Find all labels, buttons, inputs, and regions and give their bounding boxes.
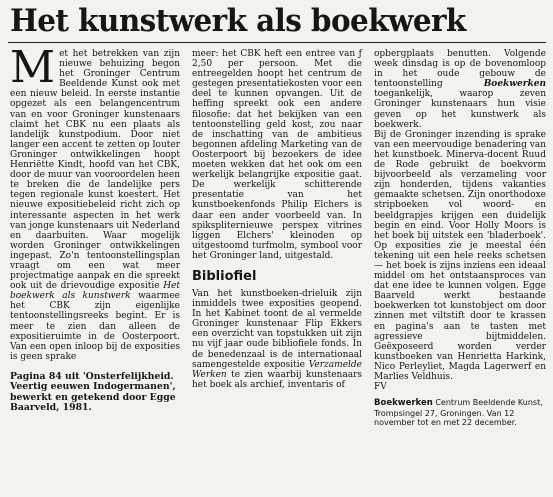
paragraph (374, 130, 546, 382)
drop-cap: M (10, 42, 56, 93)
body-text: Van het kunstboeken-drieluik zijn inmiddels twee exposities geopend. In het Kabinet toont de al vermelde Groninger kunstenaar Flip Ekkers een overzicht van topstukken uit zijn nu vijf jaar oude bibliofiele fonds. In de benedenzaal is de internationaal samengestelde expositie (192, 288, 362, 370)
paragraph (374, 49, 546, 130)
body-text: waarmee het CBK zijn eigenlijke tentoonstellingsreeks begint. Er is meer te zien dan alleen de expositieruimte in de Oosterpoort. Van een open inloop bij de exposities is geen sprake (10, 291, 180, 362)
exhibition-info (374, 398, 546, 428)
column-2 (192, 49, 362, 390)
exhibition-title: Het boekwerk als kunstwerk (10, 281, 180, 302)
body-text: et het betrekken van zijn nieuwe behuizing begon het Groninger Centrum Beeldende Kunst ook met een nieuw beleid. In eerste instantie opgezet als een belangencentrum van en voor Groninger kunstenaars claimt het CBK nu een plaats als landelijk kunstpodium. Door niet langer een accent te zetten op louter Groninger ontwikkelingen hoopt Henriëtte Kindt, hoofd van het CBK, door de muur van vooroordelen heen te breken die de landelijke pers tegen regionale kunst koestert. Het nieuwe expositiebeleid richt zich op interessante aspecten in het werk van jonge kunstenaars uit Nederland en daarbuiten. Waar mogelijk worden Groninger ontwikkelingen ingepast. Zo'n tentoonstellingsplan vraagt om een wat meer projectmatige aanpak en die spreekt ook uit de drievoudige expositie (10, 49, 180, 292)
exhibition-details: Centrum Beeldende Kunst, Trompsingel 27, Groningen. Van 12 november tot en met 22 december. (374, 398, 543, 428)
headline: Het kunstwerk als boekwerk (10, 3, 466, 39)
image-caption: Pagina 84 uit 'Onsterfelijkheid. Veertig eeuwen Indogermanen', bewerkt en getekend door Egge Baarveld, 1981. (10, 370, 176, 414)
paragraph (192, 289, 362, 390)
exhibition-name: Boekwerken (374, 398, 433, 409)
column-3 (374, 49, 546, 428)
body-text: opbergplaats benutten. Volgende week dinsdag is op de bovenomloop in het oude gebouw de tentoonstelling (374, 49, 546, 90)
body-text: te zien waarbij kunstenaars het boek als archief, inventaris of (192, 369, 362, 390)
body-text: toegankelijk, waarop zeven Groninger kunstenaars hun visie geven op het kunstwerk als boekwerk. (374, 89, 546, 130)
author-signature: FV (374, 382, 387, 393)
exhibition-title: Verzamelde Werken (192, 359, 362, 380)
exhibition-title: Boekwerken (483, 79, 546, 90)
body-text: Bij de Groninger inzending is sprake van een meervoudige benadering van het kunstboek. Minerva-docent Ruud de Rode gebruikt de boekvorm bijvoorbeeld als verzameling voor zijn honderden, tijdens vakanties gemaakte schetsen. Zijn onorthodoxe stripboeken vol woord- en beeldgrapjes krijgen een duidelijk begin en eind. Voor Holly Moors is het boek bij uitstek een 'bladerboek'. Op exposities zie je meestal één tekening uit een hele reeks schetsen — het boek is zijns inziens een ideaal middel om het ontstaansproces van dat ene idee te kunnen volgen. Egge Baarveld werkt bestaande boekwerken tot kunstobject om door zinnen met viltstift door te krassen en pagina's aan te tasten met agressieve bijtmiddelen. Geëxposeerd worden verder kunstboeken van Henrietta Harkink, Nico Perleyliet, Magda Lagerwerf en Marlies Veldhuis. (374, 129, 546, 382)
subheading: Bibliofiel (192, 268, 257, 284)
column-1 (10, 42, 180, 414)
headline-rule (8, 42, 546, 43)
paragraph (10, 42, 180, 362)
paragraph: meer: het CBK heft een entree van ƒ 2,50 per persoon. Met die entreegelden hoopt het centrum de gestegen presentatiekosten voor een deel te kunnen opvangen. Uit de heffing spreekt ook een andere filosofie: dat het bekijken van een tentoonstelling geld kost, zou naar de inschatting van de ambitieus begonnen afdeling Marketing van de Oosterpoort bij bezoekers de idee moeten wekken dat het ook om een werkelijk belangrijke expositie gaat. De werkelijk schitterende presentatie van het kunstboekenfonds Philip Elchers is daar een ander voorbeeld van. In spikspliternieuwe perspex vitrines liggen Elchers' kleinoden op uitgestoomd turfmolm, symbool voor het Groninger land, uitgestald. (192, 49, 362, 261)
